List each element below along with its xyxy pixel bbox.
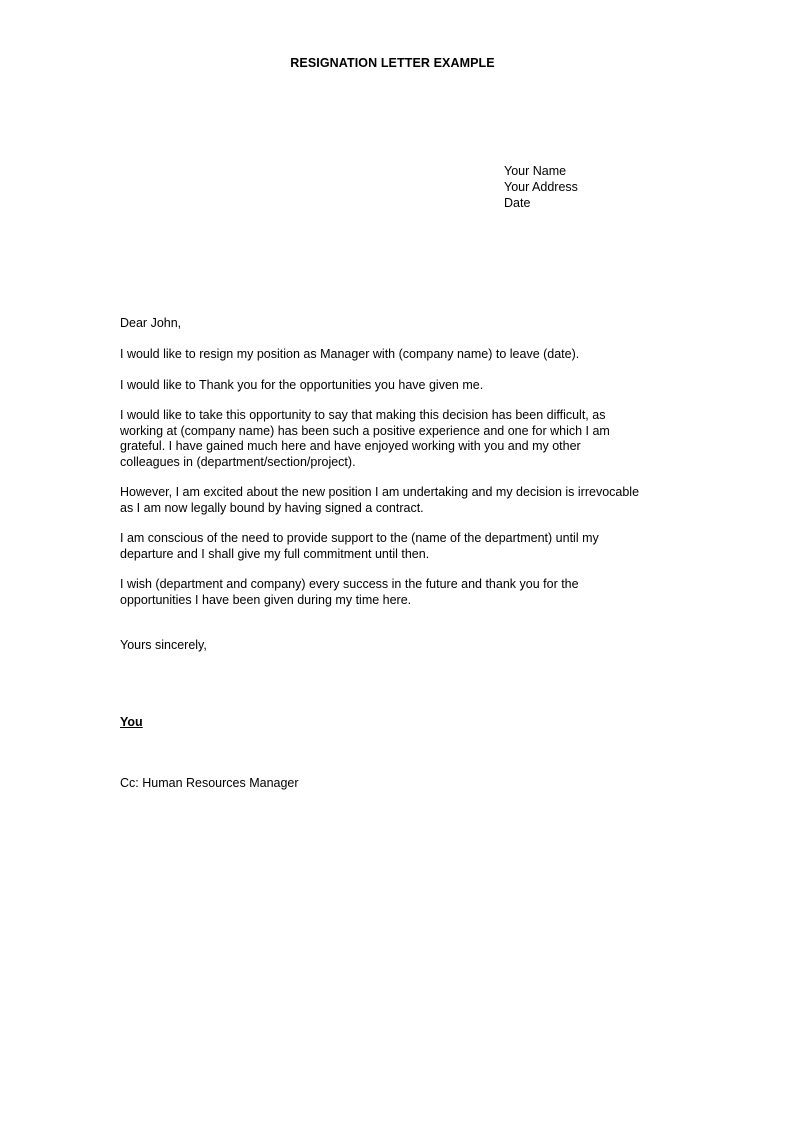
document-title: RESIGNATION LETTER EXAMPLE xyxy=(290,56,495,70)
paragraph-thanks xyxy=(120,378,680,394)
paragraph-line: opportunities I have been given during my time here. xyxy=(120,592,412,607)
paragraph-line: grateful. I have gained much here and have enjoyed working with you and my other xyxy=(120,439,581,453)
signature-name: You xyxy=(120,715,143,729)
sender-address: Your Address xyxy=(504,180,578,194)
paragraph-experience xyxy=(120,408,680,470)
cc-line: Cc: Human Resources Manager xyxy=(120,776,299,790)
paragraph-new-position xyxy=(120,485,680,516)
salutation: Dear John, xyxy=(120,316,182,330)
paragraph-line: However, I am excited about the new position I am undertaking and my decision is irrevocable xyxy=(120,485,640,499)
paragraph-line: colleagues in (department/section/project). xyxy=(120,454,356,469)
sender-date: Date xyxy=(504,196,531,210)
paragraph-line: I wish (department and company) every success in the future and thank you for the xyxy=(120,577,579,591)
paragraph-wishes xyxy=(120,577,680,608)
sender-name: Your Name xyxy=(504,164,567,178)
paragraph-line: working at (company name) has been such a positive experience and one for which I am xyxy=(120,423,610,438)
paragraph-support xyxy=(120,531,680,562)
paragraph-line: I am conscious of the need to provide support to the (name of the department) until my xyxy=(120,531,599,545)
sender-block xyxy=(504,163,578,211)
closing: Yours sincerely, xyxy=(120,638,207,652)
paragraph-line: I would like to take this opportunity to say that making this decision has been difficult, as xyxy=(120,408,606,422)
paragraph-line: departure and I shall give my full commitment until then. xyxy=(120,546,430,561)
paragraph-line: I would like to Thank you for the opportunities you have given me. xyxy=(120,378,484,392)
paragraph-resignation xyxy=(120,347,680,363)
paragraph-line: I would like to resign my position as Manager with (company name) to leave (date). xyxy=(120,347,580,361)
paragraph-line: as I am now legally bound by having signed a contract. xyxy=(120,500,424,515)
